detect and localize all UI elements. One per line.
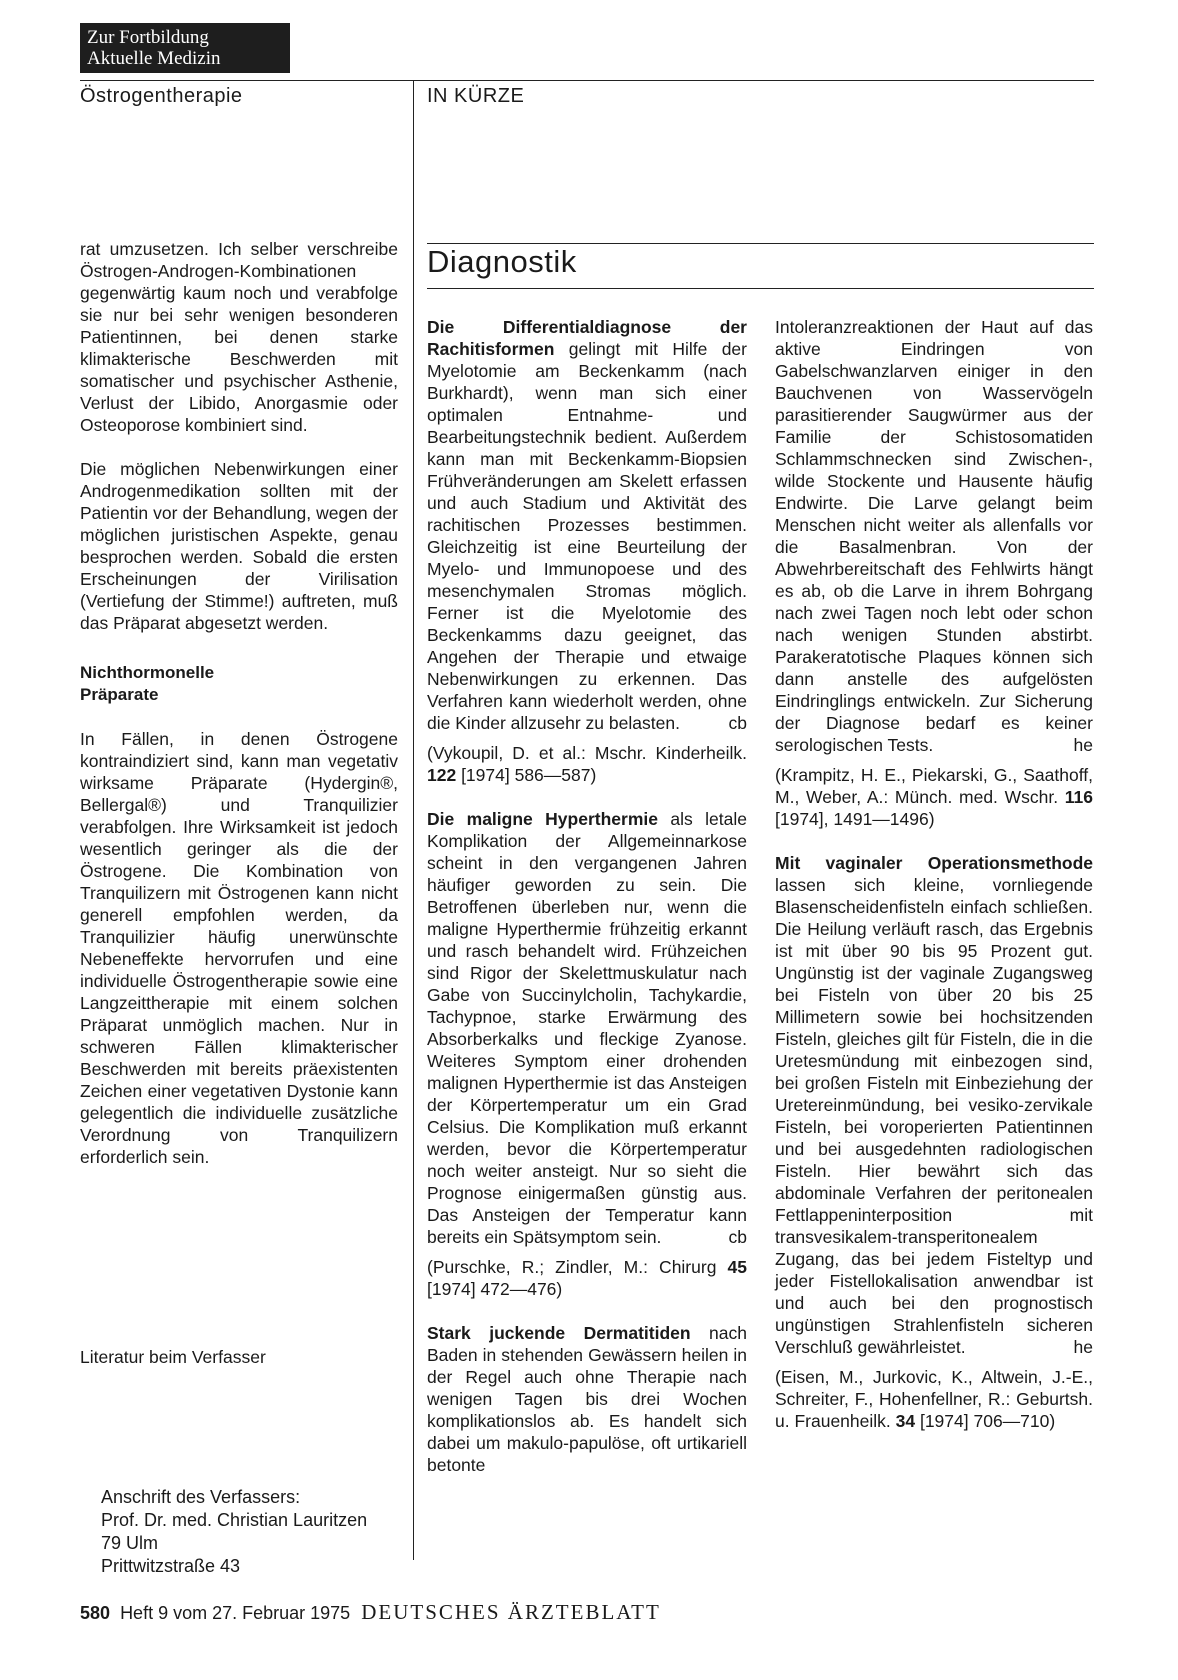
ref-volume: 45: [727, 1257, 747, 1277]
right-column: [775, 316, 1093, 1454]
section-rule-bottom: [427, 288, 1094, 289]
journal-masthead: DEUTSCHES ÄRZTEBLATT: [361, 1600, 661, 1624]
subheading-line-1: Nichthormonelle: [80, 663, 215, 682]
header-left-title: Östrogentherapie: [80, 85, 243, 107]
address-line-3: 79 Ulm: [101, 1533, 159, 1553]
author-address: [101, 1486, 367, 1578]
badge-line-1: Zur Fortbildung: [87, 27, 209, 48]
article-rachitis-body: gelingt mit Hilfe der Myelotomie am Beckenkamm (nach Burkhardt), wenn man sich einer optimalen Entnahme- und Bearbeitungstechnik bedient. Außerdem kann man mit Beckenkamm-Biopsien Frühveränderungen am Skelett erfassen und auch Stadium und Aktivität des rachitischen Prozesses bestimmen. Gleichzeitig ist eine Beurteilung der Myelo- und Immunopoese und des mesenchymalen Stromas möglich. Ferner ist die Myelotomie des Beckenkamms dazu geeignet, das Angehen der Therapie und etwaige Nebenwirkungen zu erkennen. Das Verfahren kann wiederholt werden, ohne die Kinder allzusehr zu belasten.: [427, 339, 747, 733]
address-line-4: Prittwitzstraße 43: [101, 1556, 241, 1576]
ref-text: (Krampitz, H. E., Piekarski, G., Saathoff, M., Weber, A.: Münch. med. Wschr.: [775, 765, 1093, 807]
column-divider: [413, 80, 414, 1560]
article-hyperthermie-reference: [427, 1256, 747, 1300]
left-paragraph-1: rat umzusetzen. Ich selber verschreibe Östrogen-Androgen-Kombinationen gegenwärtig kaum noch und verabfolge sie nur bei sehr wenigen besonderen Patientinnen, bei denen starke klimakterische Beschwerden mit somatischer und psychischer Asthenie, Verlust der Libido, Anorgasmie oder Osteoporose kombiniert sind.: [80, 239, 398, 435]
article-hyperthermie-body: als letale Komplikation der Allgemeinnarkose scheint in den vergangenen Jahren häufiger geworden zu sein. Die Betroffenen überleben nur, wenn die maligne Hyperthermie frühzeitig erkannt und rasch behandelt wird. Frühzeichen sind Rigor der Skelettmuskulatur nach Gabe von Succinylcholin, Tachykardie, Tachypnoe, starke Erwärmung des Absorberkalks und fleckige Zyanose. Weiteres Symptom einer drohenden malignen Hyperthermie ist das Ansteigen der Körpertemperatur um ein Grad Celsius. Die Komplikation muß erkannt werden, bevor die Körpertemperatur noch weiter ansteigt. Nur so sieht die Prognose einigermaßen günstig aus. Das Ansteigen der Temperatur kann bereits ein Spätsymptom sein.: [427, 809, 747, 1247]
article-vaginal-sig: he: [1073, 1337, 1093, 1357]
ref-pages: [1974] 706—710): [915, 1411, 1056, 1431]
article-dermatitiden-reference: [775, 764, 1093, 830]
subheading-line-2: Präparate: [80, 685, 159, 704]
ref-volume: 34: [895, 1411, 916, 1431]
left-paragraph-3: In Fällen, in denen Östrogene kontraindiziert sind, kann man vegetativ wirksame Präparate (Hydergin®, Bellergal®) und Tranquilizier verabfolgen. Ihre Wirksamkeit ist jedoch wesentlich geringer als die der Östrogene. Die Kombination von Tranquilizern mit Östrogenen kann nicht generell empfohlen werden, da Tranquilizier häufig unerwünschte Nebeneffekte hervorrufen und eine individuelle Östrogentherapie sowie eine Langzeittherapie mit einem solchen Präparat unmöglich machen. Nur in schweren Fällen klimakterischer Beschwerden mit bereits präexistenten Zeichen einer vegetativen Dystonie kann gelegentlich die individuelle zusätzliche Verordnung von Tranquilizern erforderlich sein.: [80, 729, 398, 1167]
article-dermatitiden: [427, 1322, 747, 1476]
ref-pages: [1974], 1491—1496): [775, 809, 935, 829]
article-vaginal-reference: [775, 1366, 1093, 1432]
article-dermatitiden-lead: Stark juckende Dermatitiden: [427, 1323, 691, 1343]
literature-note: Literatur beim Verfasser: [80, 1347, 266, 1367]
header-right-title: IN KÜRZE: [427, 85, 525, 107]
article-hyperthermie-lead: Die maligne Hyperthermie: [427, 809, 658, 829]
article-vaginal-lead: Mit vaginaler Operationsmethode: [775, 853, 1093, 873]
article-rachitis: [427, 316, 747, 734]
subheading: [80, 662, 398, 706]
article-rachitis-sig: cb: [728, 713, 747, 733]
section-title: Diagnostik: [427, 244, 577, 279]
article-dermatitiden-body: nach Baden in stehenden Gewässern heilen in der Regel auch ohne Therapie nach wenigen Tagen bis drei Wochen komplikationslos ab. Es handelt sich dabei um makulo-papulöse, oft urtikariell betonte: [427, 1323, 748, 1475]
article-dermatitiden-continued: [775, 316, 1093, 756]
ref-pages: [1974] 472—476): [427, 1279, 563, 1299]
header-rule: [80, 80, 1094, 81]
ref-volume: 116: [1064, 787, 1093, 807]
address-line-1: Anschrift des Verfassers:: [101, 1487, 301, 1507]
ref-text: (Vykoupil, D. et al.: Mschr. Kinderheilk.: [427, 743, 747, 763]
article-vaginal: [775, 852, 1093, 1358]
article-hyperthermie: [427, 808, 747, 1248]
ref-pages: [1974] 586—587): [456, 765, 597, 785]
ref-volume: 122: [427, 765, 457, 785]
issue-info: Heft 9 vom 27. Februar 1975: [120, 1603, 351, 1623]
article-dermatitiden-sig: he: [1073, 735, 1093, 755]
ref-text: (Eisen, M., Jurkovic, K., Altwein, J.-E., Schreiter, F., Hohenfellner, R.: Geburtsh. u. Frauenheilk.: [775, 1367, 1093, 1431]
article-hyperthermie-sig: cb: [728, 1227, 747, 1247]
ref-text: (Purschke, R.; Zindler, M.: Chirurg: [427, 1257, 728, 1277]
article-rachitis-reference: [427, 742, 747, 786]
section-badge: [80, 23, 290, 73]
address-line-2: Prof. Dr. med. Christian Lauritzen: [101, 1510, 368, 1530]
page-number: 580: [80, 1603, 111, 1623]
left-paragraph-2: Die möglichen Nebenwirkungen einer Androgenmedikation sollten mit der Patientin vor der Behandlung, wegen der möglichen juristischen Aspekte, genau besprochen werden. Sobald die ersten Erscheinungen der Virilisation (Vertiefung der Stimme!) auftreten, muß das Präparat abgesetzt werden.: [80, 459, 398, 633]
badge-line-2: Aktuelle Medizin: [87, 48, 221, 69]
article-vaginal-body: lassen sich kleine, vornliegende Blasenscheidenfisteln einfach schließen. Die Heilung verläuft rasch, das Ergebnis ist mit über 90 bis 95 Prozent gut. Ungünstig ist der vaginale Zugangsweg bei Fisteln von über 20 bis 25 Millimetern sowie bei hochsitzenden Fisteln, gleiches gilt für Fisteln, die in die Uretesmündung mit einbezogen sind, bei großen Fisteln mit Einbeziehung der Uretereinmündung, bei vesiko-zervikale Fisteln, bei voroperierten Patientinnen und bei ausgedehnten radiologischen Fisteln. Hier bewährt sich das abdominale Verfahren der peritonealen Fettlappeninterposition mit transvesikalem-transperitonealem Zugang, das bei jedem Fisteltyp und jeder Fistellokalisation anwendbar ist und auch bei den prognostisch ungünstigen Strahlenfisteln sicheren Verschluß gewährleistet.: [775, 875, 1093, 1357]
middle-column: [427, 316, 747, 1498]
article-rachitis-lead: Die Differentialdiagnose der Rachitisformen: [427, 317, 747, 359]
page-footer: [80, 1600, 661, 1625]
article-dermatitiden-cont-body: Intoleranzreaktionen der Haut auf das aktive Eindringen von Gabelschwanzlarven einiger in den Bauchvenen von Wasservögeln parasitierender Saugwürmer aus der Familie der Schistosomatiden Schlammschnecken sind Zwischen-, wilde Stockente und Hausente häufig Endwirte. Die Larve gelangt beim Menschen nicht weiter als allenfalls vor die Basalmenbran. Von der Abwehrbereitschaft des Fehlwirts hängt es ab, ob die Larve in ihrem Bohrgang nach zwei Tagen noch lebt oder schon nach wenigen Stunden abstirbt. Parakeratotische Plaques können sich dann anstelle des aufgelösten Eindringlings entwickeln. Zur Sicherung der Diagnose bedarf es keiner serologischen Tests.: [775, 317, 1093, 755]
left-column: [80, 238, 398, 1190]
